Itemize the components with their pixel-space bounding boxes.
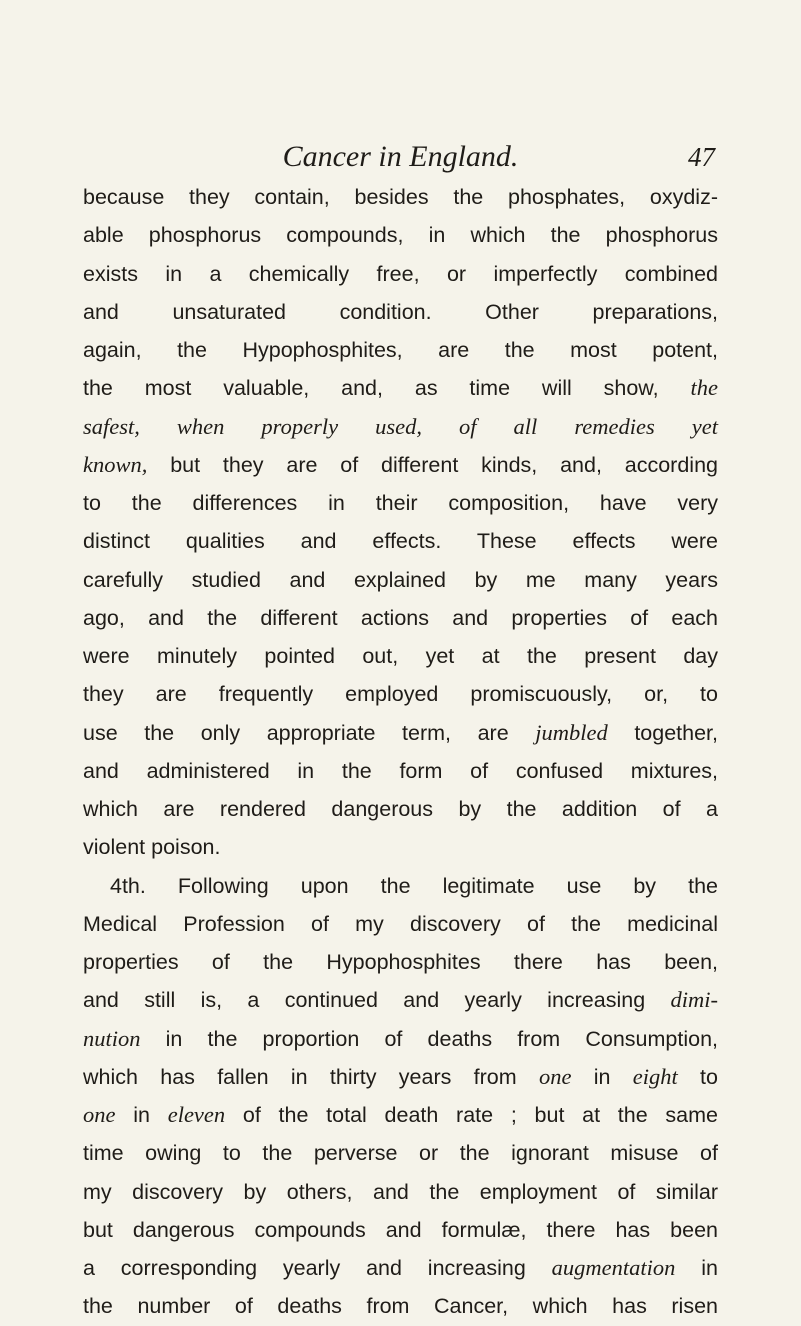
text-line bbox=[83, 943, 718, 981]
text-line bbox=[83, 1096, 718, 1134]
text-line bbox=[83, 790, 718, 828]
text-run: in bbox=[115, 1103, 168, 1127]
italic-run: one bbox=[83, 1102, 116, 1127]
text-run: which are rendered dangerous by the addition of a bbox=[83, 797, 718, 821]
text-line bbox=[83, 752, 718, 790]
page-number: 47 bbox=[688, 142, 715, 172]
text-line bbox=[83, 637, 718, 675]
text-line bbox=[83, 484, 718, 522]
text-line bbox=[83, 1020, 718, 1058]
text-run: my discovery by others, and the employment of similar bbox=[83, 1179, 718, 1204]
text-run: in bbox=[571, 1064, 633, 1089]
italic-run: eight bbox=[632, 1063, 678, 1089]
text-run: and administered in the form of confused mixtures, bbox=[83, 758, 718, 783]
text-line bbox=[83, 867, 718, 905]
text-line bbox=[83, 446, 718, 484]
italic-run: jumbled bbox=[535, 719, 608, 745]
italic-run: known, bbox=[83, 451, 148, 477]
italic-run: eleven bbox=[167, 1102, 226, 1127]
text-line bbox=[83, 331, 718, 369]
text-run: in bbox=[675, 1256, 718, 1280]
text-run: and unsaturated condition. Other preparations, bbox=[83, 299, 718, 324]
text-line bbox=[83, 1058, 718, 1096]
text-run: 4th. Following upon the legitimate use by the bbox=[110, 873, 718, 898]
text-line bbox=[83, 216, 718, 254]
text-line bbox=[83, 714, 718, 752]
text-line bbox=[83, 1134, 718, 1172]
text-run: together, bbox=[607, 720, 719, 745]
text-run: in the proportion of deaths from Consumption, bbox=[140, 1026, 718, 1051]
text-line bbox=[83, 408, 718, 446]
italic-run: dimi- bbox=[670, 987, 718, 1013]
text-line bbox=[83, 905, 718, 943]
text-run: which has fallen in thirty years from bbox=[83, 1064, 539, 1089]
text-run: the most valuable, and, as time will show, bbox=[83, 376, 691, 401]
text-run: a corresponding yearly and increasing bbox=[83, 1256, 552, 1280]
text-run: but they are of different kinds, and, according bbox=[147, 452, 718, 477]
italic-run: nution bbox=[83, 1025, 141, 1051]
text-run: of the total death rate ; but at the same bbox=[225, 1103, 719, 1127]
text-run: use the only appropriate term, are bbox=[83, 720, 536, 745]
text-line bbox=[83, 828, 718, 866]
text-line bbox=[83, 981, 718, 1019]
text-run: exists in a chemically free, or imperfectly combined bbox=[83, 261, 718, 286]
text-run: were minutely pointed out, yet at the present day bbox=[83, 644, 718, 668]
text-run: carefully studied and explained by me many years bbox=[83, 567, 718, 592]
text-run: distinct qualities and effects. These effects were bbox=[83, 529, 718, 554]
text-line bbox=[83, 522, 718, 560]
text-run: but dangerous compounds and formulæ, there has been bbox=[83, 1217, 718, 1242]
text-line bbox=[83, 293, 718, 331]
text-line bbox=[83, 599, 718, 637]
text-line bbox=[83, 1211, 718, 1249]
page-header bbox=[0, 140, 801, 174]
text-run: properties of the Hypophosphites there has been, bbox=[83, 950, 718, 974]
text-line bbox=[83, 561, 718, 599]
text-line bbox=[83, 1249, 718, 1287]
text-run: to bbox=[677, 1064, 718, 1089]
text-run: ago, and the different actions and properties of each bbox=[83, 605, 718, 630]
text-line bbox=[83, 675, 718, 713]
italic-run: safest, when properly used, of all remedies yet bbox=[83, 413, 718, 439]
text-line bbox=[83, 369, 718, 407]
text-line bbox=[83, 1287, 718, 1325]
text-line bbox=[83, 1173, 718, 1211]
text-run: the number of deaths from Cancer, which has risen bbox=[83, 1294, 718, 1319]
italic-run: one bbox=[538, 1063, 572, 1089]
running-title: Cancer in England. bbox=[282, 140, 519, 173]
text-run: to the differences in their composition, have very bbox=[83, 491, 718, 515]
text-line bbox=[83, 178, 718, 216]
text-run: they are frequently employed promiscuously, or, to bbox=[83, 682, 718, 707]
text-run: time owing to the perverse or the ignorant misuse of bbox=[83, 1141, 718, 1166]
text-run: because they contain, besides the phosphates, oxydiz- bbox=[83, 185, 718, 209]
text-line bbox=[83, 255, 718, 293]
text-run: again, the Hypophosphites, are the most potent, bbox=[83, 338, 718, 362]
text-run: and still is, a continued and yearly increasing bbox=[83, 988, 671, 1013]
text-run: able phosphorus compounds, in which the phosphorus bbox=[83, 223, 718, 248]
text-run: violent poison. bbox=[83, 835, 221, 860]
italic-run: augmentation bbox=[551, 1255, 676, 1280]
italic-run: the bbox=[690, 375, 718, 401]
text-run: Medical Profession of my discovery of the medicinal bbox=[83, 911, 718, 936]
body-text bbox=[83, 178, 718, 1326]
